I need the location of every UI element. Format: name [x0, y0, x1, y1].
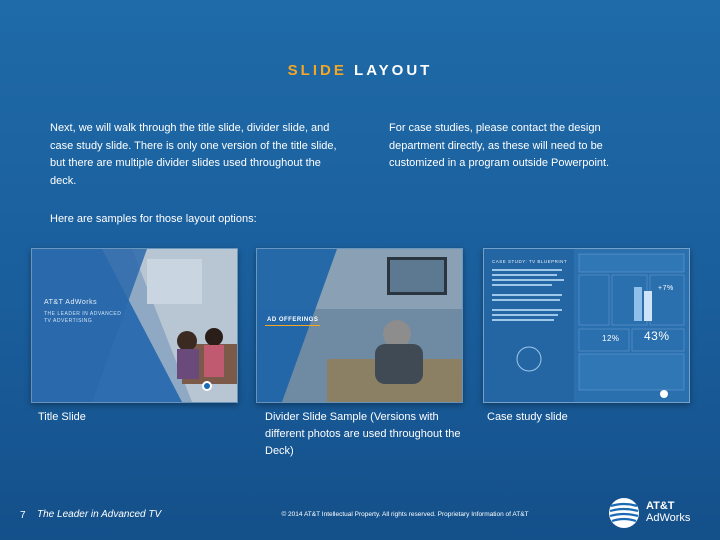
- divider-slide-thumbnail[interactable]: [256, 248, 463, 403]
- caption-case-study: Case study slide: [487, 411, 568, 423]
- page-title: [0, 62, 720, 79]
- thumb-tagline: THE LEADER IN ADVANCED TV ADVERTISING: [44, 311, 122, 324]
- logo-top-text: AT&T: [646, 500, 675, 512]
- page-title-accent: SLIDE: [287, 62, 347, 79]
- case-study-stat-3: 43%: [644, 329, 670, 343]
- logo-bottom-text: AdWorks: [646, 512, 691, 524]
- case-study-note: For case studies, please contact the design department directly, as these will need to be customized in a program outside Powerpoint.: [389, 122, 610, 169]
- intro-paragraph: Next, we will walk through the title slide, divider slide, and case study slide. There is only one version of the title slide, but there are multiple divider slides used throughout the deck.: [50, 122, 337, 187]
- case-study-stat-2: 12%: [602, 334, 620, 343]
- title-slide-thumbnail[interactable]: [31, 248, 238, 403]
- case-study-header: CASE STUDY: TV BLUEPRINT: [492, 259, 568, 264]
- logo-wordmark: [646, 500, 690, 524]
- case-study-stat-1: +7%: [658, 285, 674, 292]
- footer-copyright: © 2014 AT&T Intellectual Property. All rights reserved. Proprietary Information of AT&T: [281, 511, 529, 518]
- att-globe-icon: [608, 497, 640, 529]
- caption-divider-slide: Divider Slide Sample (Versions with different photos are used throughout the Deck): [265, 411, 461, 457]
- footer-tagline: The Leader in Advanced TV: [37, 509, 162, 520]
- thumb-brand: AT&T AdWorks: [44, 299, 98, 306]
- title-slide-image: [32, 249, 237, 402]
- case-study-image: [484, 249, 689, 402]
- divider-slide-image: [257, 249, 462, 402]
- thumb-divider-label: AD OFFERINGS: [267, 317, 319, 323]
- page-title-rest: LAYOUT: [354, 62, 433, 79]
- case-study-thumbnail[interactable]: [483, 248, 690, 403]
- page-number: 7: [20, 510, 26, 521]
- att-adworks-logo: [608, 497, 708, 529]
- samples-intro: Here are samples for those layout options:: [50, 213, 257, 225]
- caption-title-slide: Title Slide: [38, 411, 86, 423]
